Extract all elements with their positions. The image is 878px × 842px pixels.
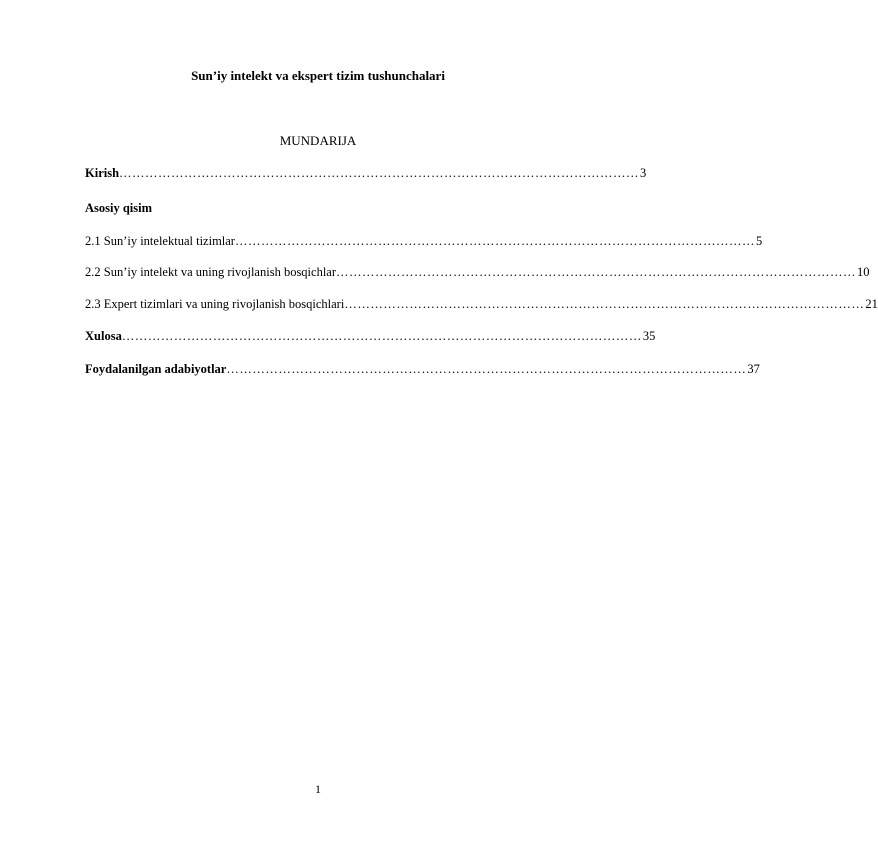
toc-entry-2-1 — [85, 234, 763, 249]
toc-entry-page: 3 — [640, 166, 647, 180]
toc-entry-label: Xulosa — [85, 329, 122, 343]
toc-entry-label: 2.3 Expert tizimlari va uning rivojlanish bosqichlari — [85, 297, 345, 311]
toc-entry-label: 2.1 Sun’iy intelektual tizimlar — [85, 234, 235, 248]
toc-entry-page: 5 — [755, 234, 763, 248]
toc-entry-kirish — [85, 166, 647, 181]
section-label-asosiy-qisim: Asosiy qisim — [85, 201, 153, 215]
page-number: 1 — [315, 782, 321, 796]
toc-entry-xulosa — [85, 329, 656, 344]
toc-entry-2-2 — [85, 265, 870, 280]
toc-leader: ………………………………………………………………………………………………………… — [234, 234, 755, 248]
toc-heading: MUNDARIJA — [279, 133, 357, 148]
toc-leader: ………………………………………………………………………………………………………… — [336, 265, 857, 279]
toc-leader: ………………………………………………………………………………………………………… — [119, 166, 640, 180]
toc-entry-page: 21 — [865, 297, 878, 311]
toc-entry-label: Kirish — [85, 166, 120, 180]
toc-leader: ………………………………………………………………………………………………………… — [226, 362, 747, 376]
toc-entry-2-3 — [85, 297, 878, 312]
toc-entry-label: 2.2 Sun’iy intelekt va uning rivojlanish bosqichlar — [85, 265, 337, 279]
toc-entry-page: 37 — [747, 362, 760, 376]
document-title: Sun’iy intelekt va ekspert tizim tushunchalari — [191, 68, 445, 83]
toc-entry-foydalanilgan-adabiyotlar — [85, 362, 760, 377]
toc-leader: ………………………………………………………………………………………………………… — [121, 329, 642, 343]
toc-entry-label: Foydalanilgan adabiyotlar — [85, 362, 227, 376]
toc-leader: ………………………………………………………………………………………………………… — [344, 297, 865, 311]
toc-entry-page: 10 — [857, 265, 870, 279]
toc-entry-page: 35 — [642, 329, 656, 343]
